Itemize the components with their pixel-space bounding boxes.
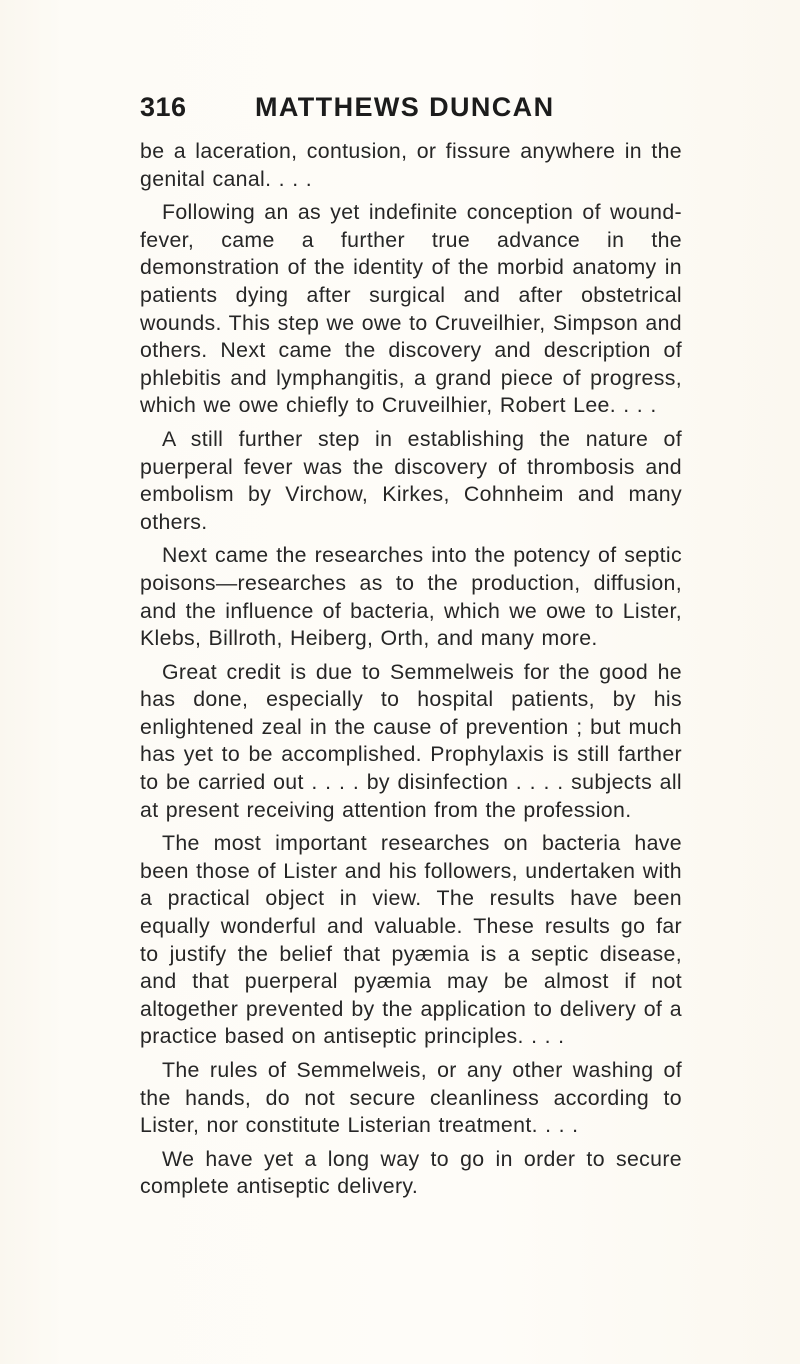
page-number: 316 xyxy=(140,92,187,122)
paragraph-continuation: be a laceration, contusion, or fissure anywhere in the genital canal. . . . xyxy=(140,139,682,191)
running-head: MATTHEWS DUNCAN xyxy=(255,92,555,122)
paragraph-semmelweis: Great credit is due to Semmelweis for the good he has done, especially to hospital patients, by his enlightened zeal in the cause of prevention ; but much has yet to be accomplished. Prophylaxis is still farther to be carried out . . . . by disinfection . . . . subjects all at present receiving attention from the profession. xyxy=(140,659,682,822)
paragraph-conclusion: We have yet a long way to go in order to secure complete antiseptic delivery. xyxy=(140,1146,682,1199)
paragraph-septic-poisons: Next came the researches into the potency of septic poisons—researches as to the production, diffusion, and the influence of bacteria, which we owe to Lister, Klebs, Billroth, Heiberg, Orth, and many more. xyxy=(140,543,682,651)
paragraph-wound-fever: Following an as yet indefinite conception of wound-fever, came a further true advance in the demonstration of the identity of the morbid anatomy in patients dying after surgical and after obstetrical wounds. This step we owe to Cruveilhier, Simpson and others. Next came the discovery and description of phlebitis and lymphangitis, a grand piece of progress, which we owe chiefly to Cruveilhier, Robert Lee. . . . xyxy=(140,200,682,418)
page-header xyxy=(140,92,680,132)
paragraph-lister-research: The most important researches on bacteria have been those of Lister and his followers, undertaken with a practical object in view. The results have been equally wonderful and valuable. These results go far to justify the belief that pyæmia is a septic disease, and that puerperal pyæmia may be almost if not altogether prevented by the application to delivery of a practice based on antiseptic principles. . . . xyxy=(140,831,682,1049)
paragraph-rules-semmelweis: The rules of Semmelweis, or any other washing of the hands, do not secure cleanliness according to Lister, nor constitute Listerian treatment. . . . xyxy=(140,1058,682,1138)
body-text xyxy=(140,138,682,1207)
paragraph-thrombosis: A still further step in establishing the nature of puerperal fever was the discovery of thrombosis and embolism by Virchow, Kirkes, Cohnheim and many others. xyxy=(140,426,682,534)
